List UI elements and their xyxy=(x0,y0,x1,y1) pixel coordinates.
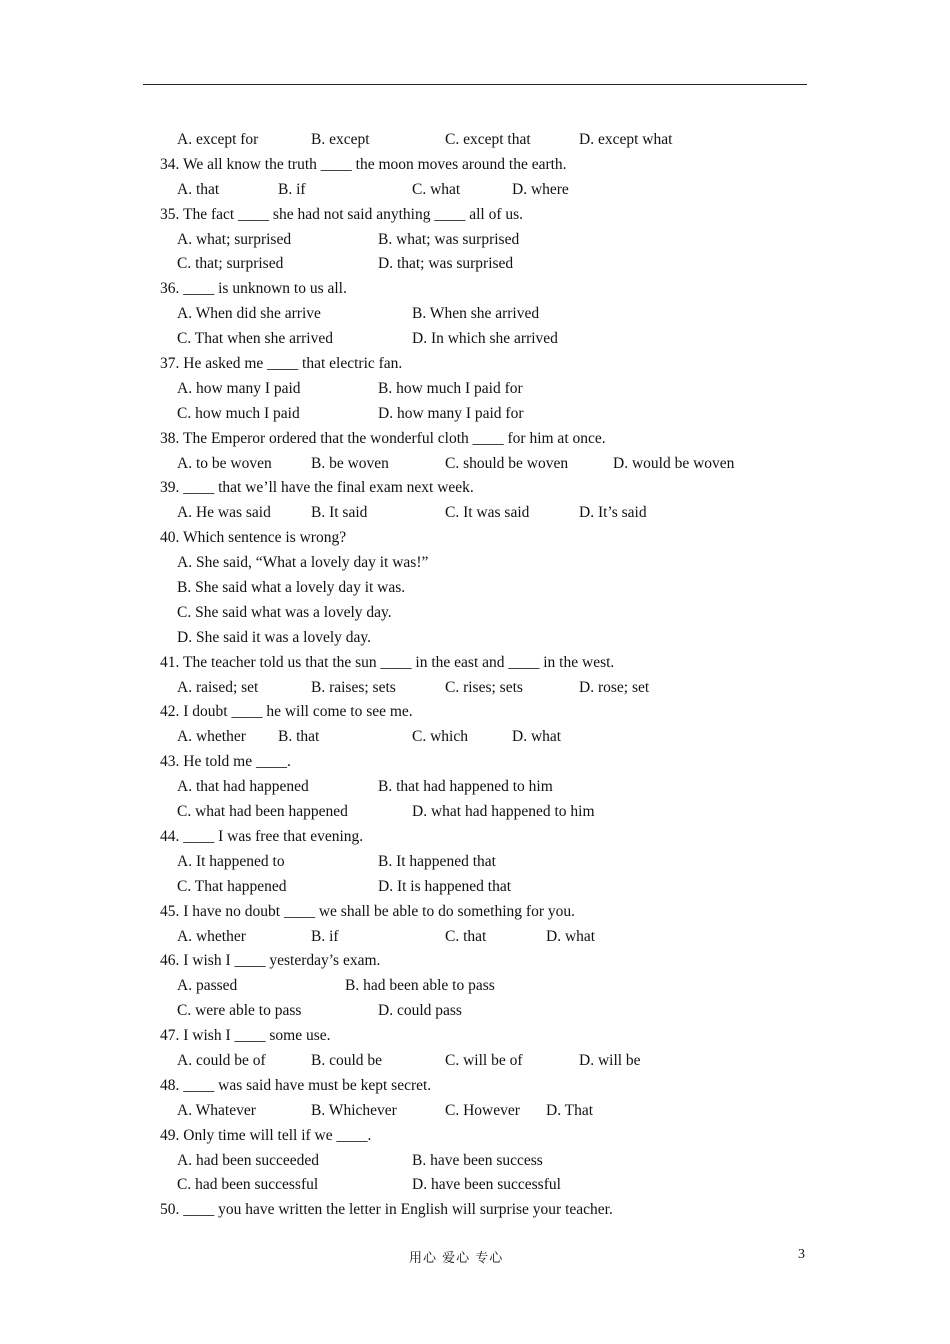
option-b: B. that had happened to him xyxy=(378,778,553,796)
options-row xyxy=(0,327,950,352)
option-c: C. will be of xyxy=(445,1051,523,1069)
question-36 xyxy=(0,277,950,302)
option-c: C. that; surprised xyxy=(177,255,284,273)
options-row xyxy=(0,228,950,253)
option-a: A. Whatever xyxy=(177,1101,256,1119)
option-b: B. When she arrived xyxy=(412,305,540,323)
options-row xyxy=(0,377,950,402)
options-row xyxy=(0,576,950,601)
option-a: A. whether xyxy=(177,927,246,945)
option-a: A. how many I paid xyxy=(177,379,301,397)
option-b: B. have been success xyxy=(412,1151,543,1169)
option-d: D. would be woven xyxy=(613,454,735,472)
option-c: C. However xyxy=(445,1101,520,1119)
question-text: 42. I doubt ____ he will come to see me. xyxy=(160,703,413,721)
option-c: C. should be woven xyxy=(445,454,569,472)
option-a: A. had been succeeded xyxy=(177,1151,320,1169)
options-row xyxy=(0,626,950,651)
option-d: D. except what xyxy=(579,131,673,148)
option-d: D. how many I paid for xyxy=(378,404,524,422)
options-row xyxy=(0,452,950,477)
question-text: 44. ____ I was free that evening. xyxy=(160,827,364,845)
option-c: C. were able to pass xyxy=(177,1002,302,1020)
options-row xyxy=(0,725,950,750)
options-row xyxy=(0,1149,950,1174)
option-b: B. be woven xyxy=(311,454,389,472)
question-34 xyxy=(0,153,950,178)
option-b: B. that xyxy=(278,728,320,746)
question-46 xyxy=(0,949,950,974)
option-c: C. that xyxy=(445,927,487,945)
option-b: B. She said what a lovely day it was. xyxy=(177,579,406,597)
options-row xyxy=(0,128,950,153)
page-number: 3 xyxy=(798,1247,805,1262)
option-d: D. what had happened to him xyxy=(412,803,595,821)
option-c: C. She said what was a lovely day. xyxy=(177,603,392,621)
option-a: A. He was said xyxy=(177,504,271,522)
options-row xyxy=(0,1173,950,1198)
option-d: D. In which she arrived xyxy=(412,330,558,348)
option-a: A. passed xyxy=(177,977,238,995)
option-a: A. what; surprised xyxy=(177,230,292,248)
options-row xyxy=(0,875,950,900)
option-c: C. It was said xyxy=(445,504,530,522)
option-c: C. how much I paid xyxy=(177,404,300,422)
question-list xyxy=(0,128,950,1223)
option-d: D. rose; set xyxy=(579,678,650,696)
option-a: A. could be of xyxy=(177,1051,266,1069)
option-a: A. raised; set xyxy=(177,678,259,696)
option-a: A. except for xyxy=(177,131,259,148)
question-41 xyxy=(0,651,950,676)
option-c: C. had been successful xyxy=(177,1176,319,1194)
question-text: 34. We all know the truth ____ the moon moves around the earth. xyxy=(160,155,567,173)
option-c: C. what xyxy=(412,180,461,198)
option-b: B. except xyxy=(311,131,370,148)
question-40 xyxy=(0,526,950,551)
option-b: B. It happened that xyxy=(378,852,496,870)
option-d: D. have been successful xyxy=(412,1176,561,1194)
options-row xyxy=(0,501,950,526)
option-b: B. if xyxy=(278,180,306,198)
question-35 xyxy=(0,203,950,228)
question-text: 50. ____ you have written the letter in English will surprise your teacher. xyxy=(160,1201,613,1219)
option-d: D. that; was surprised xyxy=(378,255,514,273)
option-b: B. what; was surprised xyxy=(378,230,520,248)
question-text: 45. I have no doubt ____ we shall be able to do something for you. xyxy=(160,902,575,920)
question-text: 43. He told me ____. xyxy=(160,753,291,771)
option-a: A. that had happened xyxy=(177,778,309,796)
options-row xyxy=(0,676,950,701)
question-text: 46. I wish I ____ yesterday’s exam. xyxy=(160,952,381,970)
option-d: D. what xyxy=(512,728,562,746)
question-text: 35. The fact ____ she had not said anything ____ all of us. xyxy=(160,205,524,223)
options-row xyxy=(0,999,950,1024)
question-text: 36. ____ is unknown to us all. xyxy=(160,280,347,298)
option-a: A. When did she arrive xyxy=(177,305,321,323)
question-text: 41. The teacher told us that the sun ____ in the east and ____ in the west. xyxy=(160,653,615,671)
option-b: B. if xyxy=(311,927,339,945)
option-b: B. could be xyxy=(311,1051,383,1069)
question-text: 40. Which sentence is wrong? xyxy=(160,529,347,547)
option-d: D. where xyxy=(512,180,569,198)
option-d: D. will be xyxy=(579,1051,641,1069)
option-b: B. had been able to pass xyxy=(345,977,495,995)
option-d: D. That xyxy=(546,1101,594,1119)
option-a: A. that xyxy=(177,180,220,198)
option-d: D. what xyxy=(546,927,596,945)
option-a: A. whether xyxy=(177,728,246,746)
footer-motto: 用心 爱心 专心 xyxy=(409,1251,504,1266)
option-b: B. It said xyxy=(311,504,368,522)
question-38 xyxy=(0,427,950,452)
options-row xyxy=(0,302,950,327)
options-row xyxy=(0,1049,950,1074)
option-a: A. It happened to xyxy=(177,852,285,870)
question-42 xyxy=(0,700,950,725)
option-b: B. Whichever xyxy=(311,1101,397,1119)
question-37 xyxy=(0,352,950,377)
question-39 xyxy=(0,476,950,501)
option-c: C. rises; sets xyxy=(445,678,523,696)
question-49 xyxy=(0,1124,950,1149)
question-text: 47. I wish I ____ some use. xyxy=(160,1027,331,1045)
options-row xyxy=(0,601,950,626)
options-row xyxy=(0,402,950,427)
question-47 xyxy=(0,1024,950,1049)
option-c: C. except that xyxy=(445,131,531,148)
options-row xyxy=(0,925,950,950)
option-d: D. could pass xyxy=(378,1002,462,1020)
options-row xyxy=(0,800,950,825)
option-d: D. She said it was a lovely day. xyxy=(177,628,371,646)
question-text: 39. ____ that we’ll have the final exam next week. xyxy=(160,479,474,497)
option-c: C. what had been happened xyxy=(177,803,348,821)
options-row xyxy=(0,178,950,203)
option-a: A. to be woven xyxy=(177,454,272,472)
question-45 xyxy=(0,900,950,925)
question-44 xyxy=(0,825,950,850)
option-a: A. She said, “What a lovely day it was!” xyxy=(177,554,429,572)
option-c: C. That when she arrived xyxy=(177,330,333,348)
question-text: 48. ____ was said have must be kept secret. xyxy=(160,1076,432,1094)
question-43 xyxy=(0,750,950,775)
option-c: C. which xyxy=(412,728,468,746)
option-d: D. It is happened that xyxy=(378,877,512,895)
options-row xyxy=(0,551,950,576)
options-row xyxy=(0,775,950,800)
option-b: B. how much I paid for xyxy=(378,379,523,397)
header-rule xyxy=(143,84,807,85)
question-text: 49. Only time will tell if we ____. xyxy=(160,1126,372,1144)
options-row xyxy=(0,974,950,999)
option-b: B. raises; sets xyxy=(311,678,396,696)
options-row xyxy=(0,1099,950,1124)
options-row xyxy=(0,850,950,875)
question-text: 37. He asked me ____ that electric fan. xyxy=(160,355,403,373)
question-48 xyxy=(0,1074,950,1099)
options-row xyxy=(0,252,950,277)
question-text: 38. The Emperor ordered that the wonderful cloth ____ for him at once. xyxy=(160,429,606,447)
option-d: D. It’s said xyxy=(579,504,647,522)
question-50 xyxy=(0,1198,950,1223)
option-c: C. That happened xyxy=(177,877,287,895)
